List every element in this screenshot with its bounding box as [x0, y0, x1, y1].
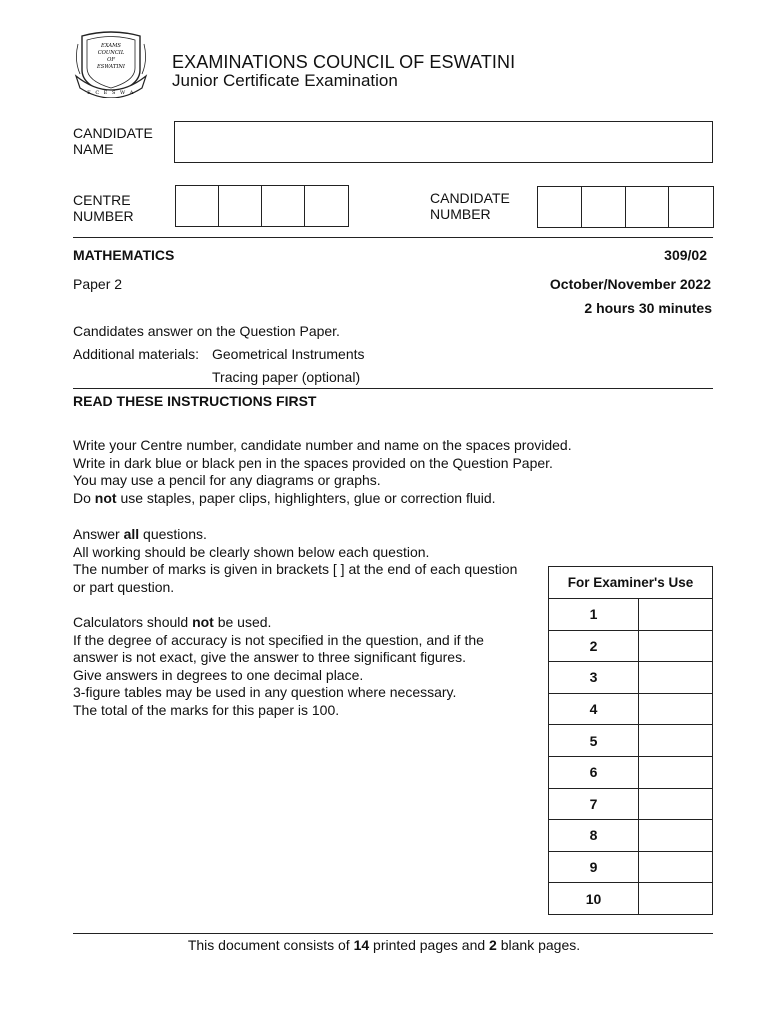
crest-emblem-icon: [74, 30, 148, 98]
mark-cell[interactable]: [639, 756, 713, 788]
mark-cell[interactable]: [639, 693, 713, 725]
question-number: 4: [549, 693, 639, 725]
answer-on-text: Candidates answer on the Question Paper.: [73, 323, 340, 339]
question-number: 8: [549, 820, 639, 852]
exam-name: Junior Certificate Examination: [172, 71, 398, 90]
question-number: 7: [549, 788, 639, 820]
instruction-line: Answer all questions.: [73, 526, 207, 542]
svg-text:EXAMS: EXAMS: [101, 43, 121, 49]
centre-number-digit[interactable]: [219, 186, 262, 226]
candidate-number-digit[interactable]: [669, 187, 713, 227]
question-number: 9: [549, 851, 639, 883]
mark-cell[interactable]: [639, 820, 713, 852]
centre-number-field[interactable]: [175, 185, 349, 227]
candidate-number-digit[interactable]: [626, 187, 669, 227]
centre-number-digit[interactable]: [305, 186, 348, 226]
council-crest-logo: [74, 30, 148, 98]
candidate-name-label: CANDIDATE NAME: [73, 125, 153, 157]
instruction-line: If the degree of accuracy is not specified in the question, and if the: [73, 631, 484, 648]
instructions-block-accuracy: [73, 614, 543, 719]
table-row: [549, 788, 713, 820]
question-number: 5: [549, 725, 639, 757]
instruction-line: Write in dark blue or black pen in the spaces provided on the Question Paper.: [73, 454, 553, 471]
header-divider: [73, 237, 713, 238]
candidate-number-field[interactable]: [537, 186, 714, 228]
centre-number-label: CENTRE NUMBER: [73, 192, 134, 224]
question-number: 3: [549, 662, 639, 694]
table-row: [549, 851, 713, 883]
mark-cell[interactable]: [639, 883, 713, 915]
candidate-name-field[interactable]: [174, 121, 713, 163]
instruction-line: Give answers in degrees to one decimal place.: [73, 666, 364, 683]
instruction-line: The number of marks is given in brackets [ ] at the end of each question: [73, 561, 518, 577]
table-row: [549, 883, 713, 915]
instruction-line: or part question.: [73, 578, 175, 595]
council-name: EXAMINATIONS COUNCIL OF ESWATINI: [172, 52, 516, 72]
instructions-block-answering: [73, 526, 543, 596]
additional-material-item: Tracing paper (optional): [212, 369, 361, 385]
candidate-number-digit[interactable]: [582, 187, 626, 227]
page-count-note: This document consists of 14 printed pages and 2 blank pages.: [187, 937, 581, 953]
additional-materials-label: Additional materials:: [73, 346, 200, 362]
instruction-line: Write your Centre number, candidate number and name on the spaces provided.: [73, 437, 572, 453]
table-row: [549, 725, 713, 757]
instruction-line: 3-figure tables may be used in any question where necessary.: [73, 684, 457, 700]
exam-duration: 2 hours 30 minutes: [584, 300, 712, 316]
svg-text:ESWATINI: ESWATINI: [97, 64, 125, 70]
table-row: [549, 662, 713, 694]
table-row: [549, 820, 713, 852]
question-number: 2: [549, 630, 639, 662]
candidate-number-digit[interactable]: [538, 187, 582, 227]
table-row: [549, 693, 713, 725]
mark-cell[interactable]: [639, 662, 713, 694]
mark-cell[interactable]: [639, 788, 713, 820]
exam-session: October/November 2022: [549, 276, 711, 292]
instruction-line: All working should be clearly shown below each question.: [73, 543, 430, 560]
instruction-line: Do not use staples, paper clips, highlighters, glue or correction fluid.: [73, 489, 496, 506]
svg-text:COUNCIL: COUNCIL: [97, 50, 125, 56]
mark-cell[interactable]: [639, 630, 713, 662]
instruction-line: You may use a pencil for any diagrams or graphs.: [73, 472, 381, 488]
instructions-heading: READ THESE INSTRUCTIONS FIRST: [73, 393, 317, 409]
paper-code: 309/02: [664, 247, 707, 263]
centre-number-digit[interactable]: [176, 186, 219, 226]
question-number: 10: [549, 883, 639, 915]
svg-text:E C E S W A: E C E S W A: [87, 90, 135, 96]
table-row: [549, 599, 713, 631]
footer-divider: [73, 933, 713, 934]
question-number: 6: [549, 756, 639, 788]
instructions-divider: [73, 388, 713, 389]
instruction-line: The total of the marks for this paper is 100.: [73, 701, 340, 718]
paper-number: Paper 2: [73, 276, 123, 292]
mark-cell[interactable]: [639, 725, 713, 757]
mark-cell[interactable]: [639, 599, 713, 631]
instruction-line: Calculators should not be used.: [73, 614, 272, 630]
subject-title: MATHEMATICS: [73, 247, 175, 263]
question-number: 1: [549, 599, 639, 631]
additional-material-item: Geometrical Instruments: [212, 346, 365, 362]
mark-cell[interactable]: [639, 851, 713, 883]
instructions-block-general: [73, 437, 572, 507]
candidate-number-label: CANDIDATE NUMBER: [430, 190, 510, 222]
svg-text:OF: OF: [107, 57, 115, 63]
table-row: [549, 756, 713, 788]
instruction-line: answer is not exact, give the answer to three significant figures.: [73, 649, 466, 665]
table-row: [549, 630, 713, 662]
examiner-table-heading: For Examiner's Use: [549, 567, 713, 599]
centre-number-digit[interactable]: [262, 186, 305, 226]
examiner-use-table: [548, 566, 713, 915]
